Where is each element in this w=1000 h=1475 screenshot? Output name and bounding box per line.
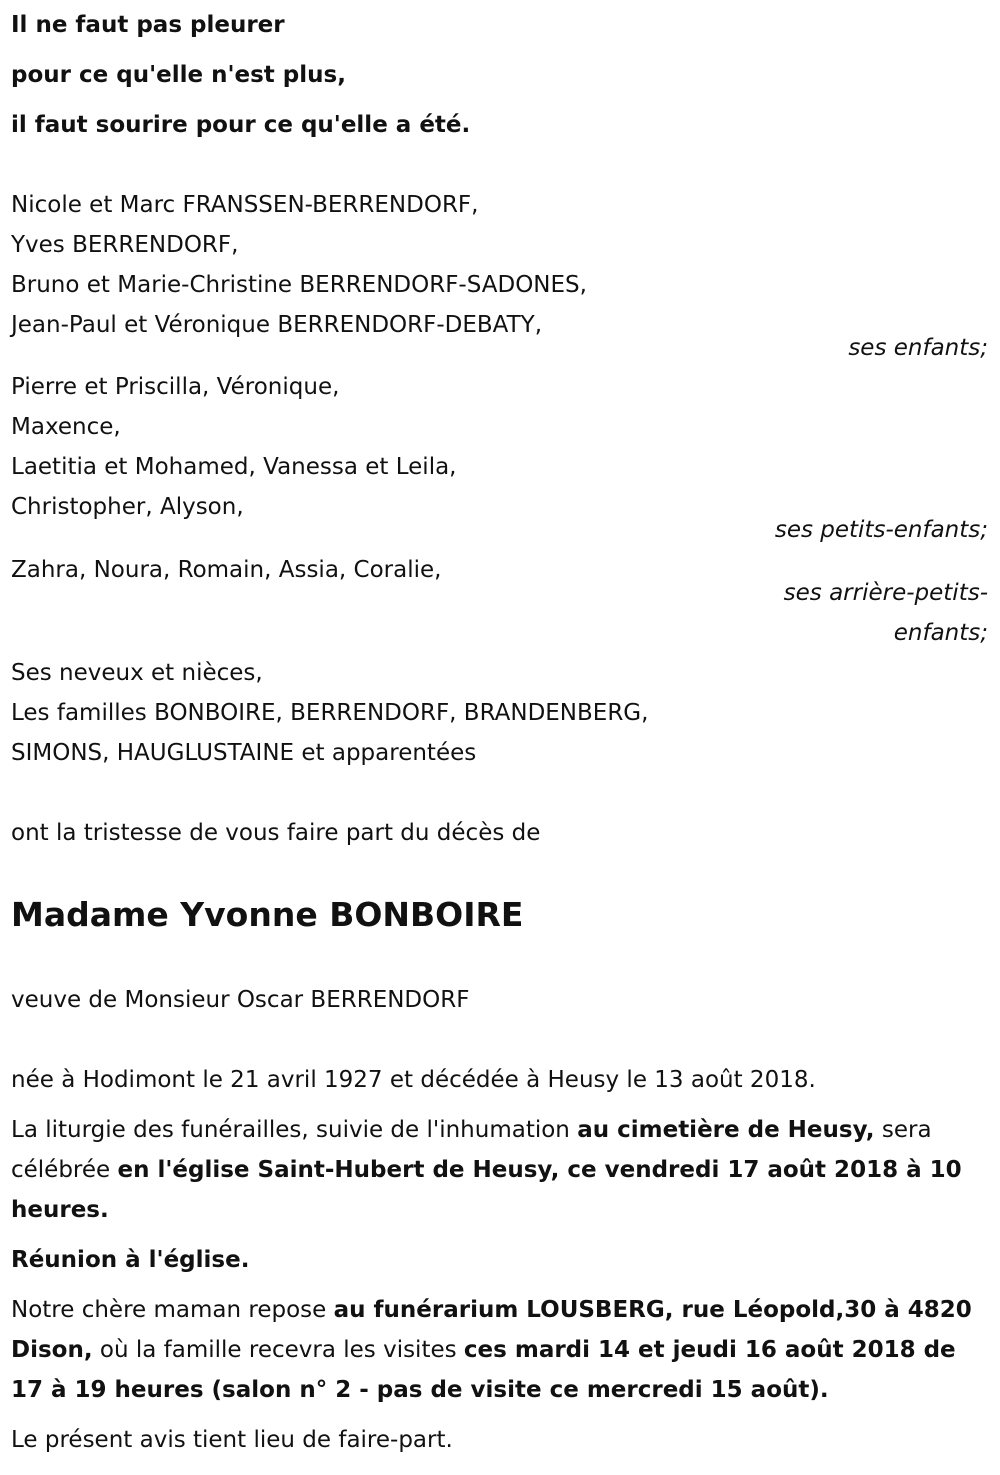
child-name: Nicole et Marc FRANSSEN-BERRENDORF, (11, 192, 479, 218)
relation-line: ses arrière-petits- (783, 580, 988, 606)
quote (11, 0, 990, 150)
grandchild-name: Pierre et Priscilla, Véronique, (11, 374, 340, 400)
quote-line: pour ce qu'elle n'est plus, (11, 62, 346, 88)
visits-bold: ces mardi 14 et jeudi 16 août 2018 de 17 à 19 heures (salon n° 2 - pas de visite ce mercredi 15 août). (11, 1337, 956, 1403)
funeral-text: La liturgie des funérailles, suivie de l'inhumation (11, 1117, 578, 1143)
child-name: Yves BERRENDORF, (11, 232, 239, 258)
funeral-bold: au cimetière de Heusy, (577, 1117, 875, 1143)
visits-text: où la famille recevra les visites (92, 1337, 464, 1363)
quote-line: Il ne faut pas pleurer (11, 12, 285, 38)
grandchild-name: Maxence, (11, 414, 121, 440)
quote-line: il faut sourire pour ce qu'elle a été. (11, 112, 471, 138)
relation-line: enfants; (893, 620, 988, 646)
meeting: Réunion à l'église. (11, 1247, 250, 1273)
child-name: Jean-Paul et Véronique BERRENDORF-DEBATY, (11, 312, 543, 338)
announcement: ont la tristesse de vous faire part du décès de (11, 820, 541, 846)
funeral-text: sera célébrée (11, 1117, 932, 1183)
children-relation: ses enfants; (848, 335, 988, 361)
grandchildren-relation: ses petits-enfants; (774, 517, 988, 543)
closing: Le présent avis tient lieu de faire-part. (11, 1427, 453, 1453)
visits-text: Notre chère maman repose (11, 1297, 334, 1323)
grandchild-name: Christopher, Alyson, (11, 494, 244, 520)
other-relatives (11, 653, 990, 773)
funeral-bold: en l'église Saint-Hubert de Heusy, ce vendredi 17 août 2018 à 10 heures. (11, 1157, 962, 1223)
relative-line: Ses neveux et nièces, (11, 660, 263, 686)
child-name: Bruno et Marie-Christine BERRENDORF-SADONES, (11, 272, 587, 298)
great-grandchild-name: Zahra, Noura, Romain, Assia, Coralie, (11, 557, 442, 583)
visits-info (11, 1290, 990, 1410)
deceased-name: Madame Yvonne BONBOIRE (11, 895, 524, 934)
great-grandchildren-relation (784, 573, 988, 653)
visits-bold: au funérarium LOUSBERG, rue Léopold,30 à 4820 Dison, (11, 1297, 972, 1363)
grandchildren-list (11, 367, 990, 527)
relative-line: Les familles BONBOIRE, BERRENDORF, BRANDENBERG, (11, 700, 649, 726)
birth-death: née à Hodimont le 21 avril 1927 et décédée à Heusy le 13 août 2018. (11, 1067, 816, 1093)
widow-of: veuve de Monsieur Oscar BERRENDORF (11, 987, 470, 1013)
children-list (11, 185, 990, 345)
relative-line: SIMONS, HAUGLUSTAINE et apparentées (11, 740, 477, 766)
funeral-info (11, 1110, 990, 1230)
grandchild-name: Laetitia et Mohamed, Vanessa et Leila, (11, 454, 457, 480)
